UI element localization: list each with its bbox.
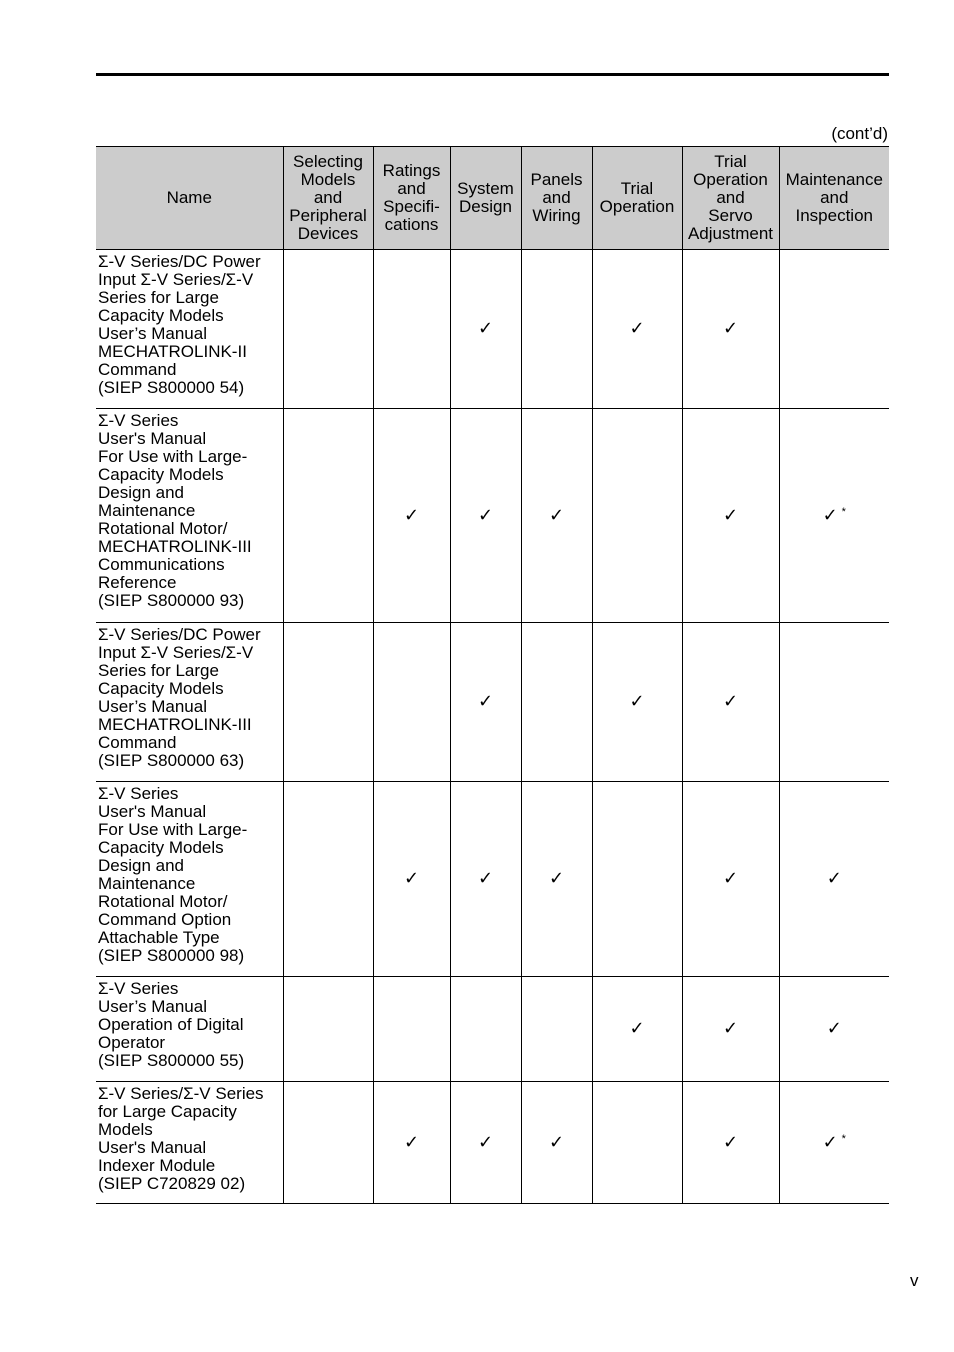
check-cell	[521, 977, 592, 1082]
check-cell	[682, 409, 779, 623]
manual-name-line: Σ-V Series	[98, 784, 179, 803]
check-cell	[521, 1082, 592, 1204]
column-header	[521, 147, 592, 250]
checkmark-icon: ✓	[822, 504, 838, 526]
manual-name-line: (SIEP C720829 02)	[98, 1174, 246, 1193]
header-line: Servo	[708, 206, 753, 225]
header-row	[96, 147, 889, 250]
manual-name-line: Command Option	[98, 910, 232, 929]
header-line: Selecting	[293, 152, 363, 171]
check-cell	[283, 250, 373, 409]
check-cell	[682, 1082, 779, 1204]
check-cell	[283, 977, 373, 1082]
check-cell	[592, 1082, 682, 1204]
checkmark-icon: ✓	[477, 691, 494, 712]
manual-name-line: Σ-V Series	[98, 411, 179, 430]
header-line: and	[716, 188, 745, 207]
header-line: Name	[166, 188, 212, 207]
manual-name-line: Communications	[98, 555, 225, 574]
check-cell	[592, 623, 682, 782]
checkmark-icon: ✓	[722, 318, 739, 339]
manual-name-cell	[96, 1082, 283, 1204]
manual-name-line: Design and	[98, 483, 185, 502]
check-cell	[592, 250, 682, 409]
manual-name-line: (SIEP S800000 55)	[98, 1051, 245, 1070]
table-row	[96, 623, 889, 782]
top-rule	[96, 73, 889, 76]
header-line: Maintenance	[785, 170, 883, 189]
header-line: Trial	[620, 179, 654, 198]
checkmark-icon: ✓	[722, 691, 739, 712]
table-row	[96, 250, 889, 409]
checkmark-icon: ✓	[403, 504, 420, 526]
footnote-marker: *	[841, 1132, 846, 1145]
table-row	[96, 977, 889, 1082]
manual-name-line: Input Σ-V Series/Σ-V	[98, 643, 254, 662]
header-line: Specifi-	[383, 197, 440, 216]
check-cell	[283, 1082, 373, 1204]
manual-name-line: User’s Manual	[98, 697, 207, 716]
header-line: Models	[300, 170, 356, 189]
checkmark-icon: ✓	[629, 691, 645, 712]
manual-name-line: Command	[98, 360, 177, 379]
checkmark-icon: ✓	[722, 1131, 739, 1153]
manual-name-cell	[96, 409, 283, 623]
manual-name-line: MECHATROLINK-III	[98, 715, 252, 734]
manual-name-cell	[96, 977, 283, 1082]
check-cell	[682, 782, 779, 977]
header-line: Design	[459, 197, 512, 216]
check-cell	[450, 409, 521, 623]
manual-name-line: Indexer Module	[98, 1156, 216, 1175]
manual-name-line: Maintenance	[98, 874, 196, 893]
manual-reference-table	[96, 146, 889, 1204]
page-number: v	[910, 1271, 919, 1290]
check-cell	[779, 623, 889, 782]
header-line: and	[820, 188, 849, 207]
manual-name-line: User’s Manual	[98, 997, 207, 1016]
manual-name-line: Design and	[98, 856, 185, 875]
header-line: Adjustment	[687, 224, 774, 243]
manual-name-cell	[96, 250, 283, 409]
manual-name-line: Capacity Models	[98, 838, 224, 857]
checkmark-icon: ✓	[629, 318, 645, 339]
manual-name-line: Series for Large	[98, 661, 219, 680]
checkmark-icon: ✓	[477, 504, 494, 526]
manual-name-line: User's Manual	[98, 1138, 207, 1157]
check-cell	[450, 977, 521, 1082]
manual-name-line: Command	[98, 733, 177, 752]
check-cell	[592, 782, 682, 977]
header-line: Devices	[297, 224, 359, 243]
manual-name-line: (SIEP S800000 93)	[98, 591, 245, 610]
check-cell	[779, 409, 889, 623]
check-cell	[373, 623, 450, 782]
check-cell	[779, 782, 889, 977]
manual-name-line: For Use with Large-	[98, 447, 248, 466]
manual-name-line: User's Manual	[98, 802, 207, 821]
check-cell	[779, 1082, 889, 1204]
manual-name-line: Attachable Type	[98, 928, 220, 947]
check-cell	[450, 250, 521, 409]
column-header	[592, 147, 682, 250]
column-header	[779, 147, 889, 250]
checkmark-icon: ✓	[477, 1131, 494, 1153]
checkmark-icon: ✓	[722, 868, 739, 889]
check-cell	[592, 977, 682, 1082]
check-cell	[682, 623, 779, 782]
manual-name-line: User's Manual	[98, 429, 207, 448]
check-cell	[283, 623, 373, 782]
manual-name-line: User’s Manual	[98, 324, 207, 343]
checkmark-icon: ✓	[477, 868, 494, 889]
header-line: cations	[384, 215, 439, 234]
column-header	[283, 147, 373, 250]
checkmark-icon: ✓	[548, 868, 565, 889]
check-cell	[521, 409, 592, 623]
check-cell	[682, 977, 779, 1082]
column-header	[96, 147, 283, 250]
manual-name-line: Capacity Models	[98, 306, 224, 325]
column-header	[373, 147, 450, 250]
check-cell	[283, 409, 373, 623]
manual-name-line: Σ-V Series/Σ-V Series	[98, 1084, 264, 1103]
check-cell	[373, 250, 450, 409]
manual-name-line: MECHATROLINK-II	[98, 342, 247, 361]
checkmark-icon: ✓	[548, 504, 565, 526]
check-cell	[373, 977, 450, 1082]
checkmark-icon: ✓	[822, 1131, 838, 1153]
manual-name-line: Capacity Models	[98, 465, 224, 484]
manual-name-line: For Use with Large-	[98, 820, 248, 839]
check-cell	[779, 977, 889, 1082]
manual-name-line: Reference	[98, 573, 177, 592]
manual-name-line: MECHATROLINK-III	[98, 537, 252, 556]
manual-name-line: Capacity Models	[98, 679, 224, 698]
checkmark-icon: ✓	[722, 504, 739, 526]
check-cell	[373, 1082, 450, 1204]
check-cell	[450, 782, 521, 977]
column-header	[450, 147, 521, 250]
header-line: and	[542, 188, 571, 207]
table-row	[96, 782, 889, 977]
header-line: Ratings	[382, 161, 441, 180]
check-cell	[283, 782, 373, 977]
header-line: Operation	[599, 197, 675, 216]
manual-name-line: Σ-V Series/DC Power	[98, 252, 261, 271]
manual-name-line: (SIEP S800000 98)	[98, 946, 245, 965]
check-cell	[521, 782, 592, 977]
continued-label: (cont’d)	[831, 124, 888, 143]
table-row	[96, 409, 889, 623]
check-cell	[450, 623, 521, 782]
manual-name-line: Rotational Motor/	[98, 892, 228, 911]
manual-name-line: Σ-V Series	[98, 979, 179, 998]
manual-name-line: Input Σ-V Series/Σ-V	[98, 270, 254, 289]
checkmark-icon: ✓	[826, 868, 842, 889]
checkmark-icon: ✓	[548, 1131, 565, 1153]
header-line: and	[397, 179, 426, 198]
check-cell	[373, 409, 450, 623]
header-line: System	[457, 179, 514, 198]
check-cell	[521, 623, 592, 782]
check-cell	[682, 250, 779, 409]
check-cell	[521, 250, 592, 409]
check-cell	[450, 1082, 521, 1204]
checkmark-icon: ✓	[722, 1018, 739, 1039]
manual-name-line: Models	[98, 1120, 153, 1139]
manual-name-line: Maintenance	[98, 501, 196, 520]
header-line: Inspection	[795, 206, 873, 225]
manual-name-line: Σ-V Series/DC Power	[98, 625, 261, 644]
header-line: Operation	[693, 170, 768, 189]
manual-name-line: for Large Capacity	[98, 1102, 237, 1121]
footnote-marker: *	[841, 505, 846, 518]
check-cell	[592, 409, 682, 623]
manual-name-cell	[96, 782, 283, 977]
manual-name-line: Operation of Digital	[98, 1015, 244, 1034]
checkmark-icon: ✓	[826, 1018, 842, 1039]
header-line: Peripheral	[289, 206, 367, 225]
header-line: Wiring	[532, 206, 581, 225]
manual-name-line: Series for Large	[98, 288, 219, 307]
header-line: and	[313, 188, 343, 207]
checkmark-icon: ✓	[477, 318, 494, 339]
checkmark-icon: ✓	[629, 1018, 645, 1039]
header-line: Trial	[714, 152, 747, 171]
header-line: Panels	[530, 170, 583, 189]
manual-name-line: (SIEP S800000 63)	[98, 751, 245, 770]
manual-name-line: Operator	[98, 1033, 166, 1052]
manual-name-line: (SIEP S800000 54)	[98, 378, 245, 397]
check-cell	[779, 250, 889, 409]
checkmark-icon: ✓	[403, 1131, 420, 1153]
manual-name-cell	[96, 623, 283, 782]
table-row	[96, 1082, 889, 1204]
manual-name-line: Rotational Motor/	[98, 519, 228, 538]
checkmark-icon: ✓	[403, 868, 420, 889]
column-header	[682, 147, 779, 250]
check-cell	[373, 782, 450, 977]
